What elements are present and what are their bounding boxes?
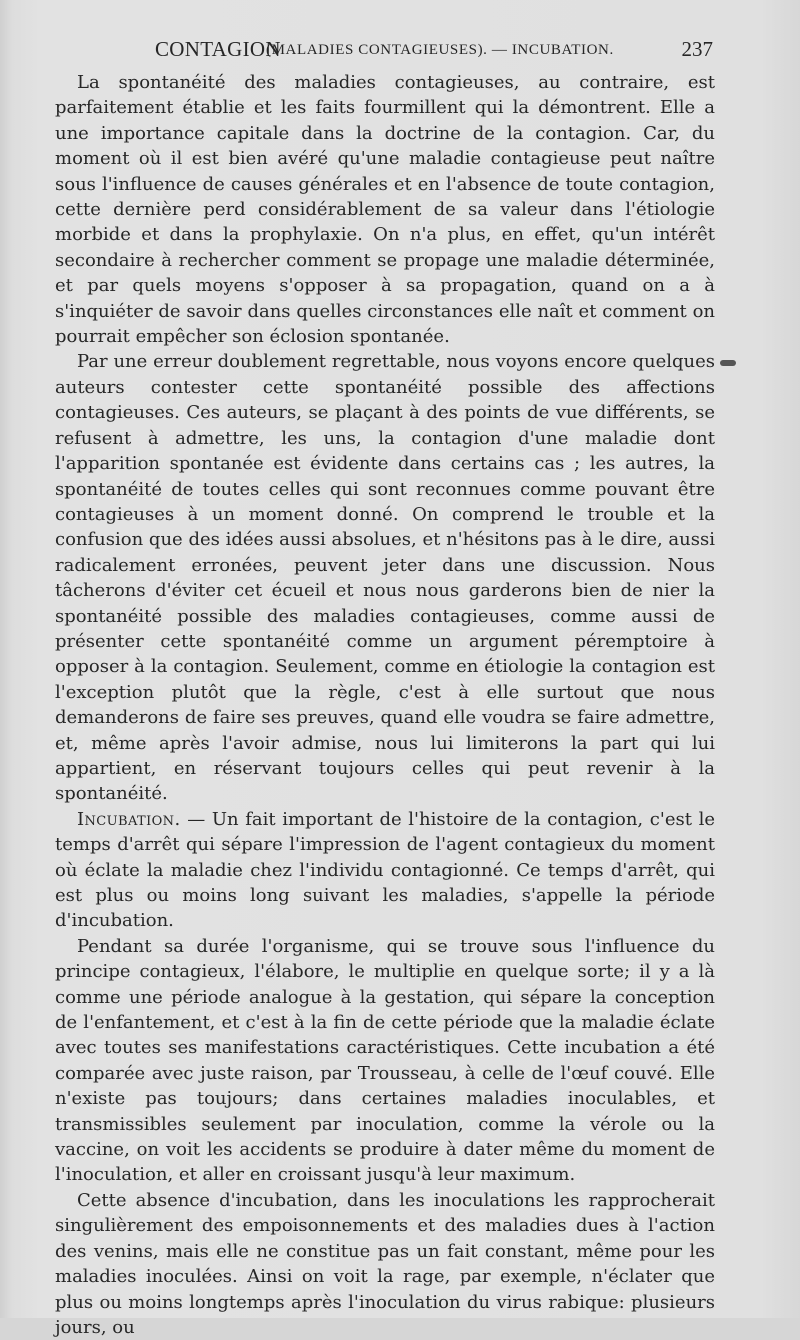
section-heading-incubation: Incubation. <box>77 808 181 830</box>
paragraph-4: Pendant sa durée l'organisme, qui se trouve sous l'influence du principe contagieux, l'élabore, le multiplie en quelque sorte; il y a là comme une période analogue à la gestation, qui sépare la conception de l'enfantement, et c'est à la fin de cette période que la maladie éclate avec toutes ses manifestations caractéristiques. Cette incubation a été comparée avec juste raison, par Trousseau, à celle de l'œuf couvé. Elle n'existe pas toujours; dans certaines maladies inoculables, et transmissibles seulement par inoculation, comme la vérole ou la vaccine, on voit les accidents se produire à dater même du moment de l'inoculation, et aller en croissant jusqu'à leur maximum. <box>55 935 715 1186</box>
paragraph-3 <box>55 807 715 934</box>
page-number: 237 <box>681 37 713 61</box>
paragraph-1: La spontanéité des maladies contagieuses, au contraire, est parfaitement établie et les faits fourmillent qui la démontrent. Elle a une importance capitale dans la doctrine de la contagion. Car, du moment où il est bien avéré qu'une maladie contagieuse peut naître sous l'influence de causes générales et en l'absence de toute contagion, cette dernière perd considérablement de sa valeur dans l'étiologie morbide et dans la prophylaxie. On n'a plus, en effet, qu'un intérêt secondaire à rechercher comment se propage une maladie déterminée, et par quels moyens s'opposer à sa propagation, quand on a à s'inquiéter de savoir dans quelles circonstances elle naît et comment on pourrait empêcher son éclosion spontanée. <box>55 72 715 348</box>
header-subtitle: (MALADIES CONTAGIEUSES). — INCUBATION. <box>266 42 614 58</box>
page-body <box>55 70 715 1340</box>
paragraph-3-text: — Un fait important de l'histoire de la contagion, c'est le temps d'arrêt qui sépare l'impression de l'agent contagieux du moment où éclate la maladie chez l'individu contagionné. Ce temps d'arrêt, qui est plus ou moins long suivant les maladies, s'appelle la période d'incubation. <box>55 808 715 932</box>
paragraph-5: Cette absence d'incubation, dans les inoculations les rapprocherait singulièrement des empoisonnements et des maladies dues à l'action des venins, mais elle ne constitue pas un fait constant, même pour les maladies inoculées. Ainsi on voit la rage, par exemple, n'éclater que plus ou moins longtemps après l'inoculation du virus rabique: plusieurs jours, ou <box>55 1189 715 1338</box>
ink-smudge <box>720 360 736 366</box>
header-title: CONTAGION <box>155 37 281 61</box>
paragraph-2: Par une erreur doublement regrettable, nous voyons encore quelques auteurs contester cette spontanéité possible des affections contagieuses. Ces auteurs, se plaçant à des points de vue différents, se refusent à admettre, les uns, la contagion d'une maladie dont l'apparition spontanée est évidente dans certains cas ; les autres, la spontanéité de toutes celles qui sont reconnues comme pouvant être contagieuses à un moment donné. On comprend le trouble et la confusion que des idées aussi absolues, et n'hésitons pas à le dire, aussi radicalement erronées, peuvent jeter dans une discussion. Nous tâcherons d'éviter cet écueil et nous nous garderons bien de nier la spontanéité possible des maladies contagieuses, comme aussi de présenter cette spontanéité comme un argument péremptoire à opposer à la contagion. Seulement, comme en étiologie la contagion est l'exception plutôt que la règle, c'est à elle surtout que nous demanderons de faire ses preuves, quand elle voudra se faire admettre, et, même après l'avoir admise, nous lui limiterons la part qui lui appartient, en réservant toujours celles qui peut revenir à la spontanéité. <box>55 351 715 805</box>
running-header <box>155 37 713 67</box>
